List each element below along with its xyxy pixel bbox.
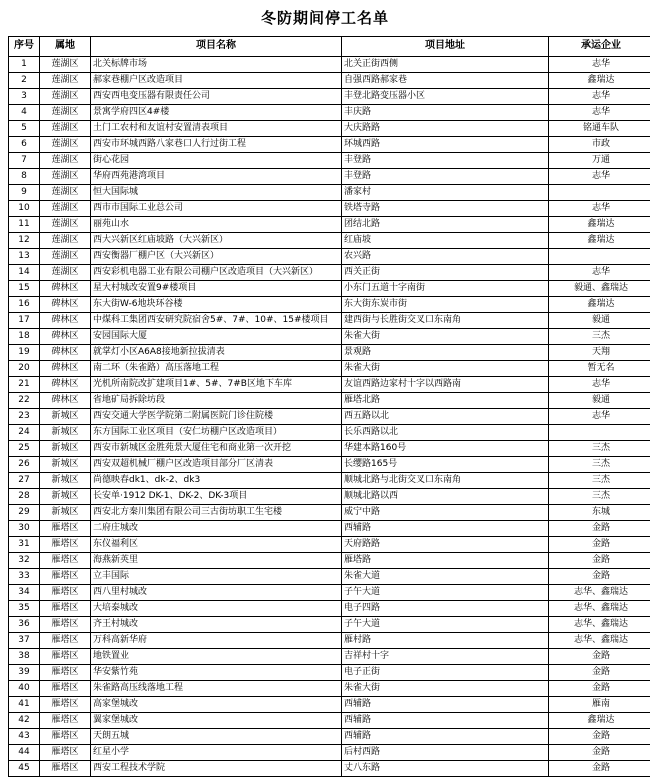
cell-project-address: 丰庆路 xyxy=(342,105,549,121)
cell-index: 2 xyxy=(9,73,40,89)
cell-district: 雁塔区 xyxy=(40,649,91,665)
cell-carrier: 鑫瑞达 xyxy=(549,297,650,313)
cell-district: 莲湖区 xyxy=(40,137,91,153)
cell-project-name: 西安双超机械厂棚户区改造项目部分厂区清表 xyxy=(91,457,342,473)
table-row xyxy=(9,649,650,665)
cell-index: 27 xyxy=(9,473,40,489)
cell-project-address: 雁村路 xyxy=(342,633,549,649)
cell-project-name: 东大街W-6地块环谷楼 xyxy=(91,297,342,313)
cell-project-address: 吉祥村十字 xyxy=(342,649,549,665)
cell-project-name: 华府西苑港湾项目 xyxy=(91,169,342,185)
cell-project-name: 星大村城改安置9#楼项目 xyxy=(91,281,342,297)
table-header xyxy=(9,37,650,57)
table-row xyxy=(9,73,650,89)
cell-project-address: 丈八东路 xyxy=(342,761,549,777)
cell-index: 26 xyxy=(9,457,40,473)
cell-project-name: 街心花园 xyxy=(91,153,342,169)
cell-project-address: 顺城北路与北街交叉口东南角 xyxy=(342,473,549,489)
cell-project-address: 丰登北路变压器小区 xyxy=(342,89,549,105)
cell-carrier: 志华、鑫瑞达 xyxy=(549,617,650,633)
cell-carrier xyxy=(549,425,650,441)
cell-project-name: 朱雀路高压线落地工程 xyxy=(91,681,342,697)
cell-district: 雁塔区 xyxy=(40,569,91,585)
cell-district: 莲湖区 xyxy=(40,73,91,89)
cell-project-address: 潘家村 xyxy=(342,185,549,201)
cell-district: 莲湖区 xyxy=(40,153,91,169)
cell-project-name: 丽苑山水 xyxy=(91,217,342,233)
cell-index: 1 xyxy=(9,57,40,73)
cell-project-name: 景寓学府四区4#楼 xyxy=(91,105,342,121)
cell-carrier: 志华、鑫瑞达 xyxy=(549,585,650,601)
cell-project-address: 西五路以北 xyxy=(342,409,549,425)
cell-project-address: 铁塔寺路 xyxy=(342,201,549,217)
cell-project-address: 华建本路160号 xyxy=(342,441,549,457)
cell-index: 19 xyxy=(9,345,40,361)
cell-project-name: 海燕新英里 xyxy=(91,553,342,569)
table-row xyxy=(9,57,650,73)
cell-carrier: 志华、鑫瑞达 xyxy=(549,601,650,617)
cell-district: 碑林区 xyxy=(40,345,91,361)
cell-project-address: 丰登路 xyxy=(342,169,549,185)
cell-carrier: 金路 xyxy=(549,729,650,745)
table-row xyxy=(9,297,650,313)
cell-district: 新城区 xyxy=(40,473,91,489)
cell-carrier: 三杰 xyxy=(549,457,650,473)
cell-carrier: 金路 xyxy=(549,521,650,537)
cell-index: 41 xyxy=(9,697,40,713)
cell-district: 新城区 xyxy=(40,457,91,473)
cell-index: 30 xyxy=(9,521,40,537)
cell-carrier: 金路 xyxy=(549,537,650,553)
column-header-project-name: 项目名称 xyxy=(91,37,342,57)
cell-carrier: 志华 xyxy=(549,265,650,281)
column-header-project-address: 项目地址 xyxy=(342,37,549,57)
cell-district: 雁塔区 xyxy=(40,633,91,649)
table-row xyxy=(9,105,650,121)
cell-district: 雁塔区 xyxy=(40,665,91,681)
table-row xyxy=(9,633,650,649)
cell-district: 雁塔区 xyxy=(40,617,91,633)
cell-project-address: 顺城北路以西 xyxy=(342,489,549,505)
cell-carrier: 志华 xyxy=(549,377,650,393)
table-row xyxy=(9,89,650,105)
table-row xyxy=(9,489,650,505)
cell-index: 44 xyxy=(9,745,40,761)
table-row xyxy=(9,185,650,201)
cell-district: 莲湖区 xyxy=(40,201,91,217)
cell-carrier xyxy=(549,249,650,265)
cell-district: 碑林区 xyxy=(40,329,91,345)
cell-index: 45 xyxy=(9,761,40,777)
cell-project-name: 东方国际工业区项目（安仁坊棚户区改造项目） xyxy=(91,425,342,441)
cell-carrier: 鑫瑞达 xyxy=(549,233,650,249)
cell-carrier: 毅通 xyxy=(549,313,650,329)
table-row xyxy=(9,377,650,393)
cell-project-address: 团结北路 xyxy=(342,217,549,233)
cell-project-address: 天府路路 xyxy=(342,537,549,553)
table-row xyxy=(9,409,650,425)
table-row xyxy=(9,345,650,361)
cell-project-address: 电子四路 xyxy=(342,601,549,617)
cell-district: 雁塔区 xyxy=(40,537,91,553)
cell-carrier: 暂无名 xyxy=(549,361,650,377)
column-header-carrier: 承运企业 xyxy=(549,37,650,57)
cell-carrier: 金路 xyxy=(549,745,650,761)
cell-carrier: 志华 xyxy=(549,169,650,185)
cell-project-name: 西安北方秦川集团有限公司三古街坊职工生宅楼 xyxy=(91,505,342,521)
table-row xyxy=(9,617,650,633)
cell-index: 33 xyxy=(9,569,40,585)
table-row xyxy=(9,745,650,761)
cell-project-name: 红星小学 xyxy=(91,745,342,761)
cell-index: 3 xyxy=(9,89,40,105)
cell-project-name: 光机所南院改扩建项目1#、5#、7#B区地下车库 xyxy=(91,377,342,393)
table-body xyxy=(9,57,650,777)
cell-project-name: 立丰国际 xyxy=(91,569,342,585)
cell-index: 29 xyxy=(9,505,40,521)
cell-project-name: 中煤科工集团西安研究院宿舍5#、7#、10#、15#楼项目 xyxy=(91,313,342,329)
cell-project-address: 朱雀大街 xyxy=(342,329,549,345)
cell-project-name: 西安工程技术学院 xyxy=(91,761,342,777)
table-row xyxy=(9,681,650,697)
cell-carrier: 金路 xyxy=(549,553,650,569)
cell-district: 新城区 xyxy=(40,409,91,425)
cell-district: 莲湖区 xyxy=(40,89,91,105)
cell-project-name: 郝家巷棚户区改造项目 xyxy=(91,73,342,89)
cell-index: 7 xyxy=(9,153,40,169)
cell-project-name: 万科高新华府 xyxy=(91,633,342,649)
cell-district: 碑林区 xyxy=(40,377,91,393)
cell-index: 18 xyxy=(9,329,40,345)
cell-district: 新城区 xyxy=(40,489,91,505)
table-row xyxy=(9,713,650,729)
cell-carrier: 毅通、鑫瑞达 xyxy=(549,281,650,297)
cell-district: 碑林区 xyxy=(40,281,91,297)
cell-carrier: 金路 xyxy=(549,569,650,585)
cell-project-name: 地铁置业 xyxy=(91,649,342,665)
cell-carrier: 天翔 xyxy=(549,345,650,361)
cell-index: 5 xyxy=(9,121,40,137)
cell-project-name: 南二环（朱雀路）高压落地工程 xyxy=(91,361,342,377)
cell-project-name: 尚德映春dk1、dk-2、dk3 xyxy=(91,473,342,489)
column-header-district: 属地 xyxy=(40,37,91,57)
table-row xyxy=(9,121,650,137)
table-row xyxy=(9,153,650,169)
table-row xyxy=(9,601,650,617)
cell-project-address: 威宁中路 xyxy=(342,505,549,521)
cell-index: 12 xyxy=(9,233,40,249)
table-row xyxy=(9,169,650,185)
cell-district: 雁塔区 xyxy=(40,553,91,569)
cell-index: 21 xyxy=(9,377,40,393)
cell-carrier: 三杰 xyxy=(549,473,650,489)
cell-carrier: 市政 xyxy=(549,137,650,153)
cell-index: 6 xyxy=(9,137,40,153)
cell-project-name: 高家堡城改 xyxy=(91,697,342,713)
table-row xyxy=(9,441,650,457)
cell-index: 34 xyxy=(9,585,40,601)
cell-district: 莲湖区 xyxy=(40,249,91,265)
cell-project-address: 丰登路 xyxy=(342,153,549,169)
cell-project-address: 农兴路 xyxy=(342,249,549,265)
cell-index: 4 xyxy=(9,105,40,121)
cell-district: 莲湖区 xyxy=(40,169,91,185)
cell-district: 雁塔区 xyxy=(40,601,91,617)
cell-district: 新城区 xyxy=(40,441,91,457)
cell-carrier: 志华 xyxy=(549,89,650,105)
table-row xyxy=(9,393,650,409)
cell-project-name: 二府庄城改 xyxy=(91,521,342,537)
cell-district: 雁塔区 xyxy=(40,713,91,729)
cell-carrier: 毅通 xyxy=(549,393,650,409)
table-row xyxy=(9,457,650,473)
cell-carrier: 金路 xyxy=(549,665,650,681)
cell-carrier: 鑫瑞达 xyxy=(549,713,650,729)
table-row xyxy=(9,313,650,329)
cell-project-name: 西安衡器厂棚户区（大兴新区） xyxy=(91,249,342,265)
cell-project-name: 天朗五城 xyxy=(91,729,342,745)
cell-project-address: 雁塔路 xyxy=(342,553,549,569)
cell-project-address: 后村西路 xyxy=(342,745,549,761)
table-row xyxy=(9,329,650,345)
table-row xyxy=(9,697,650,713)
cell-district: 莲湖区 xyxy=(40,105,91,121)
cell-district: 莲湖区 xyxy=(40,233,91,249)
cell-carrier xyxy=(549,185,650,201)
table-row xyxy=(9,137,650,153)
cell-project-address: 子午大道 xyxy=(342,617,549,633)
cell-project-name: 东仪福利区 xyxy=(91,537,342,553)
cell-district: 莲湖区 xyxy=(40,185,91,201)
cell-project-address: 电子正街 xyxy=(342,665,549,681)
cell-district: 碑林区 xyxy=(40,297,91,313)
table-row xyxy=(9,425,650,441)
cell-index: 25 xyxy=(9,441,40,457)
cell-carrier: 金路 xyxy=(549,681,650,697)
cell-project-name: 华安紫竹苑 xyxy=(91,665,342,681)
cell-index: 13 xyxy=(9,249,40,265)
cell-project-name: 西安市新城区金胜苑景大厦住宅和商业第一次开挖 xyxy=(91,441,342,457)
cell-index: 42 xyxy=(9,713,40,729)
cell-project-address: 长乐西路以北 xyxy=(342,425,549,441)
cell-district: 莲湖区 xyxy=(40,265,91,281)
cell-index: 16 xyxy=(9,297,40,313)
cell-project-address: 雁塔北路 xyxy=(342,393,549,409)
cell-project-name: 安园国际大厦 xyxy=(91,329,342,345)
cell-project-name: 恒大国际城 xyxy=(91,185,342,201)
page-title: 冬防期间停工名单 xyxy=(8,0,642,36)
cell-district: 雁塔区 xyxy=(40,585,91,601)
cell-index: 15 xyxy=(9,281,40,297)
cell-index: 28 xyxy=(9,489,40,505)
cell-project-name: 西八里村城改 xyxy=(91,585,342,601)
cell-index: 24 xyxy=(9,425,40,441)
cell-carrier: 金路 xyxy=(549,761,650,777)
cell-index: 37 xyxy=(9,633,40,649)
cell-district: 莲湖区 xyxy=(40,57,91,73)
table-row xyxy=(9,553,650,569)
cell-carrier: 铭通车队 xyxy=(549,121,650,137)
cell-index: 8 xyxy=(9,169,40,185)
cell-project-address: 大庆路路 xyxy=(342,121,549,137)
cell-project-address: 小东门五道十字南街 xyxy=(342,281,549,297)
cell-carrier: 志华 xyxy=(549,409,650,425)
cell-index: 40 xyxy=(9,681,40,697)
cell-carrier: 志华 xyxy=(549,105,650,121)
cell-carrier: 雁南 xyxy=(549,697,650,713)
cell-project-name: 大培泰城改 xyxy=(91,601,342,617)
cell-project-address: 朱雀大街 xyxy=(342,681,549,697)
cell-district: 新城区 xyxy=(40,505,91,521)
table-row xyxy=(9,505,650,521)
cell-index: 11 xyxy=(9,217,40,233)
cell-district: 莲湖区 xyxy=(40,121,91,137)
table-header-row xyxy=(9,37,650,57)
cell-carrier: 万通 xyxy=(549,153,650,169)
cell-index: 38 xyxy=(9,649,40,665)
table-row xyxy=(9,537,650,553)
cell-index: 14 xyxy=(9,265,40,281)
cell-project-address: 朱雀大道 xyxy=(342,569,549,585)
cell-project-name: 西安交通大学医学院第二附属医院门诊住院楼 xyxy=(91,409,342,425)
cell-carrier: 三杰 xyxy=(549,489,650,505)
cell-carrier: 志华、鑫瑞达 xyxy=(549,633,650,649)
table-row xyxy=(9,265,650,281)
cell-carrier: 三杰 xyxy=(549,441,650,457)
cell-project-name: 北关标牌市场 xyxy=(91,57,342,73)
cell-project-address: 红庙坡 xyxy=(342,233,549,249)
table-row xyxy=(9,217,650,233)
table-row xyxy=(9,729,650,745)
cell-index: 32 xyxy=(9,553,40,569)
cell-district: 雁塔区 xyxy=(40,521,91,537)
cell-project-address: 自强西路郝家巷 xyxy=(342,73,549,89)
cell-project-address: 朱雀大街 xyxy=(342,361,549,377)
cell-project-name: 齐王村城改 xyxy=(91,617,342,633)
cell-project-address: 友谊西路边家村十字以西路南 xyxy=(342,377,549,393)
cell-district: 雁塔区 xyxy=(40,745,91,761)
table-row xyxy=(9,569,650,585)
cell-project-name: 西安彩机电器工业有限公司棚户区改造项目（大兴新区） xyxy=(91,265,342,281)
cell-carrier: 鑫瑞达 xyxy=(549,73,650,89)
cell-carrier: 东城 xyxy=(549,505,650,521)
cell-district: 雁塔区 xyxy=(40,729,91,745)
cell-project-address: 北关正街西侧 xyxy=(342,57,549,73)
cell-project-address: 长缨路165号 xyxy=(342,457,549,473)
cell-district: 雁塔区 xyxy=(40,681,91,697)
table-row xyxy=(9,201,650,217)
cell-carrier: 鑫瑞达 xyxy=(549,217,650,233)
cell-project-name: 翼家堡城改 xyxy=(91,713,342,729)
cell-district: 雁塔区 xyxy=(40,761,91,777)
table-row xyxy=(9,761,650,777)
cell-index: 10 xyxy=(9,201,40,217)
table-row xyxy=(9,249,650,265)
cell-district: 莲湖区 xyxy=(40,217,91,233)
table-row xyxy=(9,361,650,377)
cell-index: 43 xyxy=(9,729,40,745)
cell-project-address: 东大街东炭市街 xyxy=(342,297,549,313)
table-row xyxy=(9,665,650,681)
cell-project-address: 西辅路 xyxy=(342,697,549,713)
table-row xyxy=(9,473,650,489)
column-header-index: 序号 xyxy=(9,37,40,57)
cell-project-address: 西辅路 xyxy=(342,521,549,537)
cell-project-address: 西辅路 xyxy=(342,729,549,745)
cell-project-name: 西安西电变压器有限责任公司 xyxy=(91,89,342,105)
cell-project-address: 建西街与长胜街交叉口东南角 xyxy=(342,313,549,329)
cell-project-name: 土门工农村和友谊村安置清表项目 xyxy=(91,121,342,137)
table-row xyxy=(9,233,650,249)
cell-project-name: 长安单·1912 DK-1、DK-2、DK-3项目 xyxy=(91,489,342,505)
table-row xyxy=(9,521,650,537)
cell-project-name: 西安市环城西路八家巷口人行过街工程 xyxy=(91,137,342,153)
cell-project-address: 西辅路 xyxy=(342,713,549,729)
cell-carrier: 金路 xyxy=(549,649,650,665)
table-row xyxy=(9,585,650,601)
cell-carrier: 志华 xyxy=(549,201,650,217)
cell-index: 36 xyxy=(9,617,40,633)
cell-project-address: 环城西路 xyxy=(342,137,549,153)
cell-district: 碑林区 xyxy=(40,361,91,377)
cell-project-address: 景观路 xyxy=(342,345,549,361)
cell-project-name: 就掌灯小区A6A8接地新拉拔清表 xyxy=(91,345,342,361)
cell-carrier: 志华 xyxy=(549,57,650,73)
cell-index: 17 xyxy=(9,313,40,329)
cell-carrier: 三杰 xyxy=(549,329,650,345)
cell-district: 雁塔区 xyxy=(40,697,91,713)
cell-index: 9 xyxy=(9,185,40,201)
cell-index: 20 xyxy=(9,361,40,377)
cell-project-name: 西市市国际工业总公司 xyxy=(91,201,342,217)
table-row xyxy=(9,281,650,297)
cell-project-address: 子午大道 xyxy=(342,585,549,601)
cell-index: 31 xyxy=(9,537,40,553)
stop-work-list-table xyxy=(8,36,650,777)
cell-project-address: 西关正街 xyxy=(342,265,549,281)
cell-project-name: 省地矿局拆除坊段 xyxy=(91,393,342,409)
cell-district: 碑林区 xyxy=(40,393,91,409)
cell-index: 35 xyxy=(9,601,40,617)
cell-district: 碑林区 xyxy=(40,313,91,329)
cell-district: 新城区 xyxy=(40,425,91,441)
cell-index: 22 xyxy=(9,393,40,409)
cell-index: 23 xyxy=(9,409,40,425)
cell-index: 39 xyxy=(9,665,40,681)
cell-project-name: 西大兴新区红庙坡路（大兴新区） xyxy=(91,233,342,249)
